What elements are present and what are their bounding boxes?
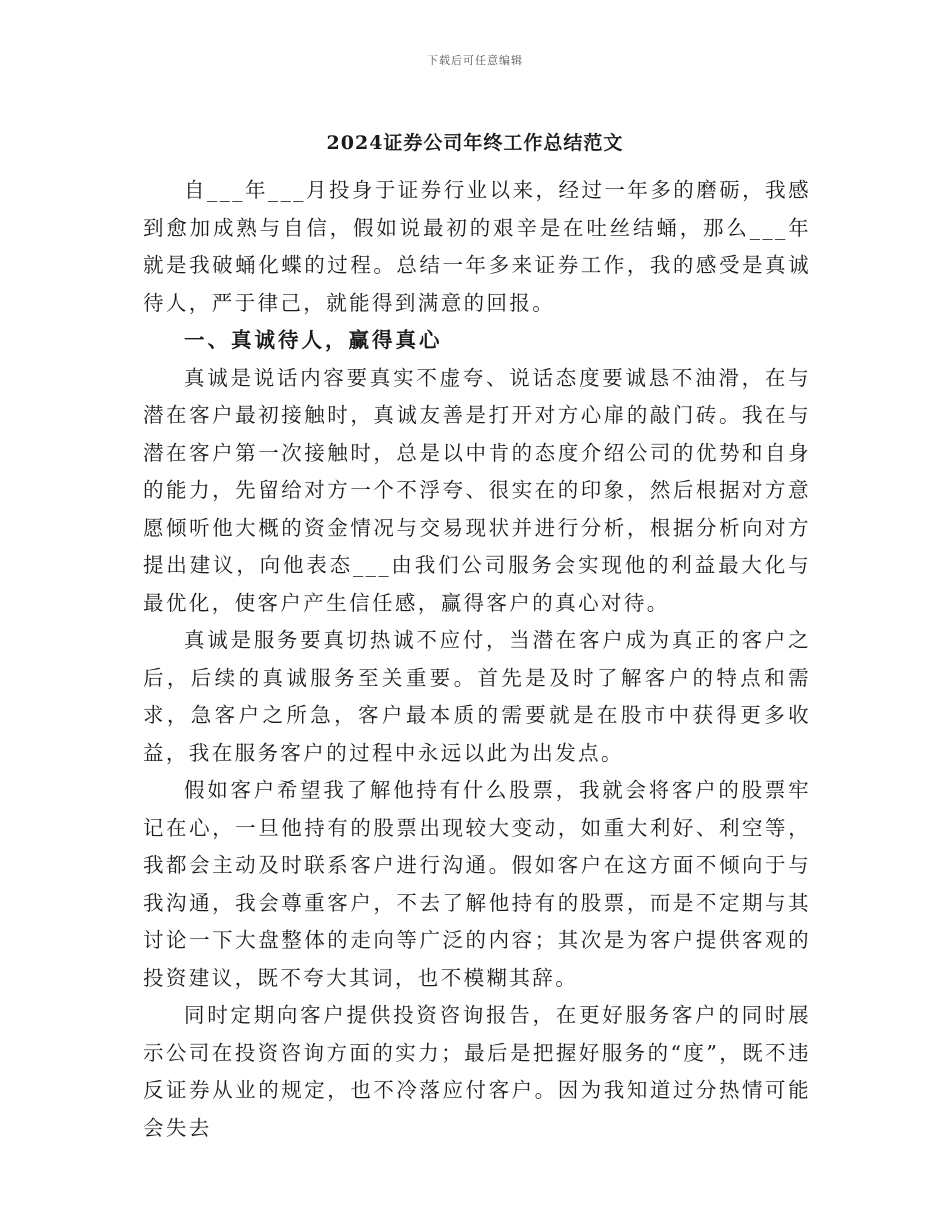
page-header-note: 下载后可任意编辑	[427, 54, 523, 67]
document-title: 2024证券公司年终工作总结范文	[326, 132, 624, 154]
paragraph-client-stocks: 假如客户希望我了解他持有什么股票，我就会将客户的股票牢记在心，一旦他持有的股票出现较大变动，如重大利好、利空等，我都会主动及时联系客户进行沟通。假如客户在这方面不倾向于与我沟通，我会尊重客户，不去了解他持有的股票，而是不定期与其讨论一下大盘整体的走向等广泛的内容；其次是为客户提供客观的投资建议，既不夸大其词，也不模糊其辞。	[143, 778, 811, 990]
document-body	[143, 172, 811, 1147]
section-heading-1: 一、真诚待人，赢得真心	[184, 328, 443, 352]
paragraph-sincerity-speech: 真诚是说话内容要真实不虚夸、说话态度要诚恳不油滑，在与潜在客户最初接触时，真诚友善是打开对方心扉的敲门砖。我在与潜在客户第一次接触时，总是以中肯的态度介绍公司的优势和自身的能力，先留给对方一个不浮夸、很实在的印象，然后根据对方意愿倾听他大概的资金情况与交易现状并进行分析，根据分析向对方提出建议，向他表态___由我们公司服务会实现他的利益最大化与最优化，使客户产生信任感，赢得客户的真心对待。	[143, 365, 811, 615]
paragraph-intro: 自___年___月投身于证券行业以来，经过一年多的磨砺，我感到愈加成熟与自信，假如说最初的艰辛是在吐丝结蛹，那么___年就是我破蛹化蝶的过程。总结一年多来证券工作，我的感受是真诚待人，严于律己，就能得到满意的回报。	[143, 178, 811, 315]
paragraph-sincerity-service: 真诚是服务要真切热诚不应付，当潜在客户成为真正的客户之后，后续的真诚服务至关重要。首先是及时了解客户的特点和需求，急客户之所急，客户最本质的需要就是在股市中获得更多收益，我在服务客户的过程中永远以此为出发点。	[143, 628, 811, 765]
paragraph-investment-reports: 同时定期向客户提供投资咨询报告，在更好服务客户的同时展示公司在投资咨询方面的实力；最后是把握好服务的“度”，既不违反证券从业的规定，也不冷落应付客户。因为我知道过分热情可能会失去	[143, 1003, 811, 1140]
